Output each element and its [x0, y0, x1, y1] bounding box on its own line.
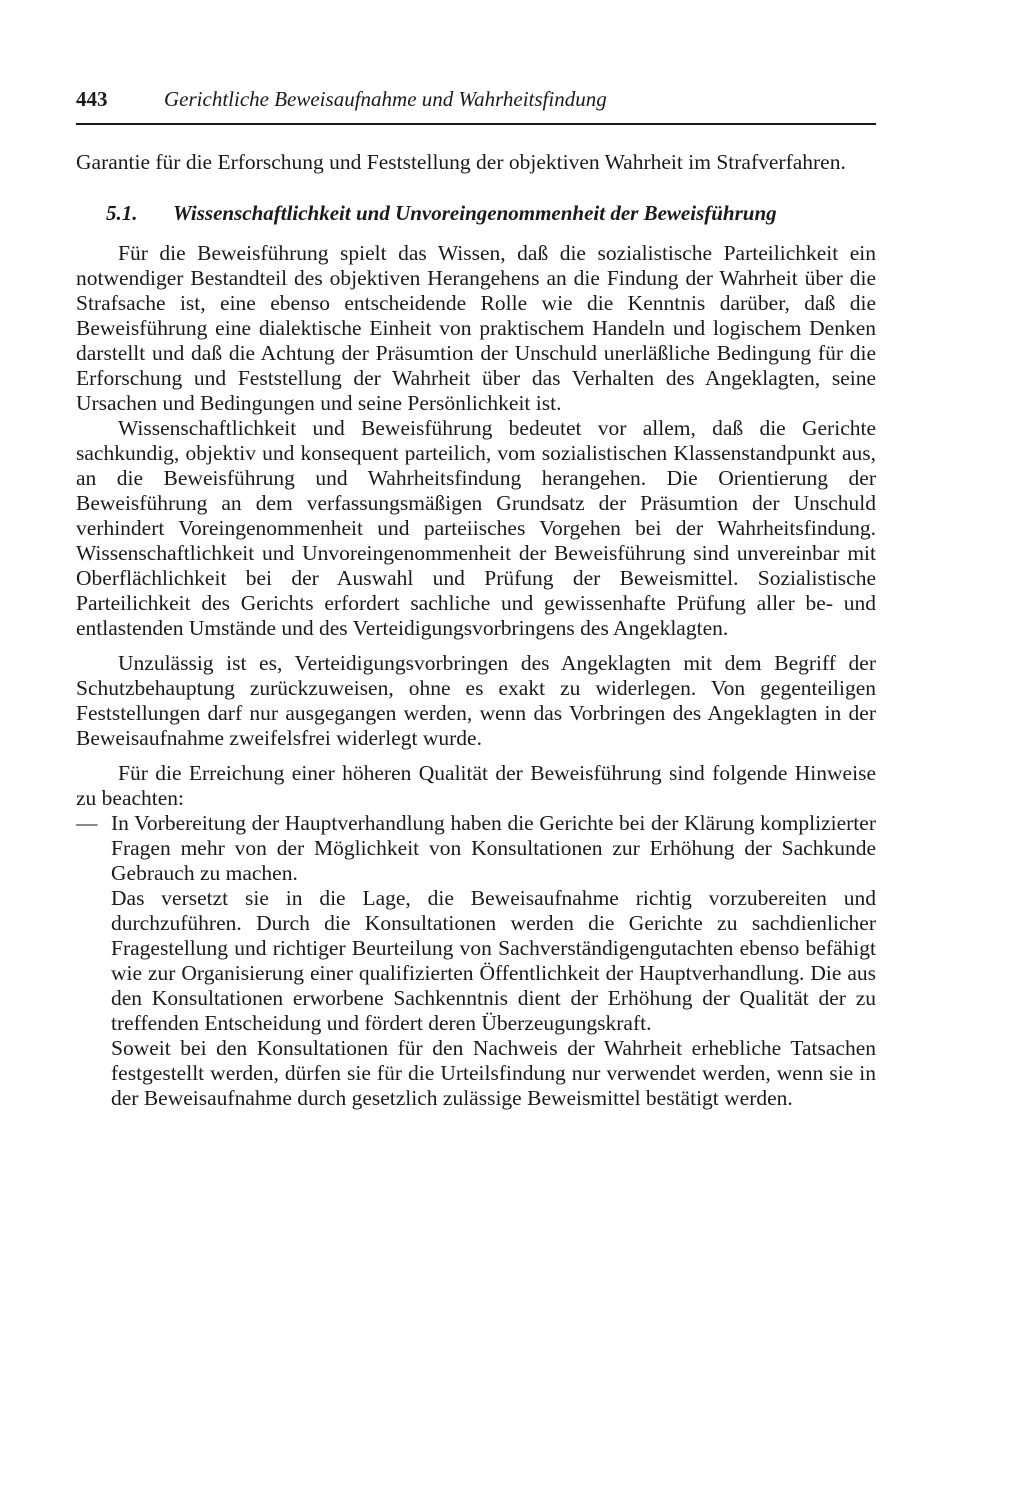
list-dash: — — [76, 811, 98, 835]
body-paragraph: Unzulässig ist es, Verteidigungsvorbringen des Angeklagten mit dem Begriff der Schutzbehauptung zurückzuweisen, ohne es exakt zu widerlegen. Von gegenteiligen Feststellungen darf nur ausgegangen werden, wenn das Vorbringen des Angeklagten in der Beweisaufnahme zweifelsfrei widerlegt wurde. — [76, 651, 876, 750]
page-header — [76, 84, 876, 114]
list-item-body — [111, 811, 876, 1111]
page-number: 443 — [76, 87, 108, 111]
running-title: Gerichtliche Beweisaufnahme und Wahrheitsfindung — [164, 87, 607, 111]
list-paragraph: In Vorbereitung der Hauptverhandlung haben die Gerichte bei der Klärung komplizierter Fragen mehr von der Möglichkeit von Konsultationen zur Erhöhung der Sachkunde Gebrauch zu machen. — [111, 811, 876, 885]
body-paragraph: Für die Beweisführung spielt das Wissen, daß die sozialistische Parteilichkeit ein notwendiger Bestandteil des objektiven Herangehens an die Findung der Wahrheit über die Strafsache ist, eine ebenso entscheidende Rolle wie die Kenntnis darüber, daß die Beweisführung eine dialektische Einheit von praktischem Handeln und logischem Denken darstellt und daß die Achtung der Präsumtion der Unschuld unerläßliche Bedingung für die Erforschung und Feststellung der Wahrheit über das Verhalten des Angeklagten, seine Ursachen und Bedingungen und seine Persönlichkeit ist. — [76, 241, 876, 415]
header-rule — [76, 123, 876, 125]
section-title: Wissenschaftlichkeit und Unvoreingenommenheit der Beweisführung — [173, 201, 777, 225]
section-heading — [76, 200, 876, 226]
body-paragraph: Für die Erreichung einer höheren Qualität der Beweisführung sind folgende Hinweise zu beachten: — [76, 761, 876, 810]
page-body — [76, 150, 876, 1111]
list-paragraph: Das versetzt sie in die Lage, die Beweisaufnahme richtig vorzubereiten und durchzuführen. Durch die Konsultationen werden die Gerichte zu sachdienlicher Fragestellung und richtiger Beurteilung von Sachverständigengutachten ebenso befähigt wie zur Organisierung einer qualifizierten Öffentlichkeit der Hauptverhandlung. Die aus den Konsultationen erworbene Sachkenntnis dient der Erhöhung der Qualität der zu treffenden Entscheidung und fördert deren Überzeugungskraft. — [111, 886, 876, 1035]
body-paragraph: Wissenschaftlichkeit und Beweisführung bedeutet vor allem, daß die Gerichte sachkundig, objektiv und konsequent parteilich, vom sozialistischen Klassenstandpunkt aus, an die Beweisführung und Wahrheitsfindung herangehen. Die Orientierung der Beweisführung an dem verfassungsmäßigen Grundsatz der Präsumtion der Unschuld verhindert Voreingenommenheit und parteiisches Vorgehen bei der Wahrheitsfindung. Wissenschaftlichkeit und Unvoreingenommenheit der Beweisführung sind unvereinbar mit Oberflächlichkeit bei der Auswahl und Prüfung der Beweismittel. Sozialistische Parteilichkeit des Gerichts erfordert sachliche und gewissenhafte Prüfung aller be- und entlastenden Umstände und des Verteidigungsvorbringens des Angeklagten. — [76, 416, 876, 640]
list-paragraph: Soweit bei den Konsultationen für den Nachweis der Wahrheit erhebliche Tatsachen festgestellt werden, dürfen sie für die Urteilsfindung nur verwendet werden, wenn sie in der Beweisaufnahme durch gesetzlich zulässige Beweismittel bestätigt werden. — [111, 1036, 876, 1110]
list-item — [76, 811, 876, 1111]
section-number: 5.1. — [106, 201, 138, 225]
intro-paragraph: Garantie für die Erforschung und Feststellung der objektiven Wahrheit im Strafverfahren. — [76, 150, 846, 174]
